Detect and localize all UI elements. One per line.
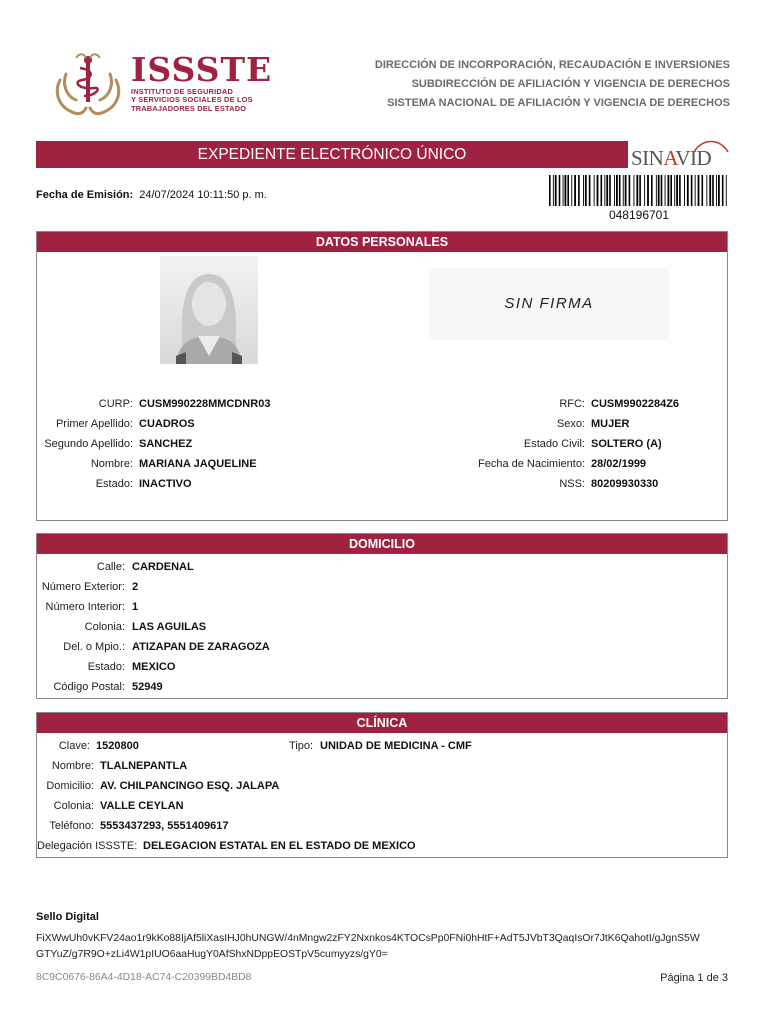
issste-emblem-icon [50,50,126,120]
barcode-bar [619,175,621,206]
field-label: RFC: [559,398,585,410]
field-value: MARIANA JAQUELINE [139,458,257,470]
logo-sub-line: INSTITUTO DE SEGURIDAD [131,87,233,96]
barcode-bar [665,175,666,206]
barcode-bar [676,175,678,206]
field-value: CUSM990228MMCDNR03 [139,398,271,410]
barcode-number: 048196701 [608,208,670,222]
field-value: AV. CHILPANCINGO ESQ. JALAPA [100,780,280,792]
barcode-bar [625,175,627,206]
logo-name: ISSSTE [131,50,273,89]
emission-date [36,189,267,201]
field-value: CUSM9902284Z6 [591,398,680,410]
field-value: CUADROS [139,418,195,430]
field-label: Clave: [58,740,90,752]
barcode-bar [585,175,587,206]
barcode-bar [559,175,561,206]
field-value: 2 [132,581,139,593]
barcode-bar [609,175,611,206]
barcode-bar [702,175,704,206]
barcode-bar [695,175,696,206]
barcode-bar [716,175,717,206]
field-label: Sexo: [556,418,585,430]
sinavid-logo [631,146,729,170]
barcode-bar [718,175,720,206]
barcode-bar [679,175,681,206]
barcode-bar [578,175,580,206]
field-label: Código Postal: [53,681,125,693]
field-value: ATIZAPAN DE ZARAGOZA [132,641,270,653]
field-value: 28/02/1999 [591,458,647,470]
section-title: DATOS PERSONALES [37,232,727,252]
section-title: CLÍNICA [37,713,727,733]
barcode-bar [565,175,567,206]
field-label: CURP: [98,398,133,410]
barcode-bar [604,175,605,206]
field-label: Teléfono: [49,820,94,832]
profile-photo-placeholder [160,256,258,364]
barcode-bar [623,175,624,206]
field-label: Tipo: [288,740,313,752]
field-label: Fecha de Nacimiento: [478,458,585,470]
barcode-bar [639,175,641,206]
field-label: Primer Apellido: [55,418,133,430]
barcode-bar [674,175,675,206]
header-line: SISTEMA NACIONAL DE AFILIACIÓN Y VIGENCIA DE DERECHOS [387,97,730,109]
barcode-bar [698,175,700,206]
barcode-bar [691,175,693,206]
barcode-bar [726,175,727,206]
barcode-bar [614,175,615,206]
field-value: CARDENAL [132,561,194,573]
barcode-bar [634,175,635,206]
section-personal-data [36,231,728,521]
sello-line: FiXWwUh0vKFV24ao1r9kKo88IjAf5liXasIHJ0hUNGW/4nMngw2zFY2Nxnkos4KTOCsPp0FNi0hHtF+AdT5JVbT3QaqIsOr7JtK6QahotI/gJgnS5W [36,933,700,944]
document-title: EXPEDIENTE ELECTRÓNICO ÚNICO [36,141,628,168]
field-value: 80209930330 [591,478,659,490]
field-value: 1 [132,601,139,613]
logo-sub-line: TRABAJADORES DEL ESTADO [131,103,247,113]
barcode-bar [574,175,576,206]
field-label: Segundo Apellido: [44,438,133,450]
signature-box: SIN FIRMA [429,268,669,340]
field-value: SOLTERO (A) [591,438,662,450]
barcode-bar [661,175,663,206]
barcode-bar [709,175,711,206]
barcode-bar [583,175,584,206]
barcode-bar [722,175,724,206]
field-label: Número Exterior: [41,581,125,593]
barcode-bar [706,175,707,206]
barcode-bar [567,175,569,206]
field-label: Número Interior: [45,601,125,613]
barcode-bar [555,175,557,206]
emission-value: 24/07/2024 10:11:50 p. m. [139,189,267,201]
sinavid-accent: A [663,146,676,170]
barcode-bar [616,175,618,206]
barcode-bar [597,175,599,206]
barcode-bar [684,175,685,206]
field-value: DELEGACION ESTATAL EN EL ESTADO DE MEXICO [143,840,416,852]
field-label: Nombre: [90,458,133,470]
document-id: 8C9C0676-86A4-4D18-AC74-C20399BD4BD8 [36,972,252,983]
emission-label: Fecha de Emisión: [36,189,134,201]
section-title: DOMICILIO [37,534,727,554]
field-value: MUJER [591,418,630,430]
section-clinica [36,712,728,858]
sinavid-pre: SIN [631,146,664,170]
barcode-bar [601,175,603,206]
sello-line: GTYuZ/g7R9O+zLi4W1pIUO6aaHugY0AfShxNDppEOSTpV5cumyyzs/gY0= [36,949,388,960]
field-value: UNIDAD DE MEDICINA - CMF [320,740,472,752]
barcode-bar [606,175,608,206]
barcode-bar [651,175,653,206]
field-label: NSS: [559,478,585,490]
barcode-bar [668,175,670,206]
field-label: Estado Civil: [523,438,585,450]
barcode-bar [629,175,631,206]
sello-digital-text [36,931,736,963]
barcode-bar [571,175,572,206]
field-value: INACTIVO [139,478,192,490]
field-label: Calle: [96,561,125,573]
barcode-bar [594,175,595,206]
barcode-bar [644,175,645,206]
header-directorate [375,56,730,113]
issste-logo [131,52,272,113]
barcode-bar [549,175,551,206]
barcode-bar [563,175,564,206]
field-label: Nombre: [51,760,94,772]
sello-digital-title: Sello Digital [36,911,99,923]
barcode-bar [670,175,672,206]
field-value: 1520800 [96,740,139,752]
barcode-bar [658,175,660,206]
logo-sub-line: Y SERVICIOS SOCIALES DE LOS [131,95,253,105]
barcode-bar [589,175,591,206]
barcode-bar [647,175,649,206]
barcode-bar [712,175,714,206]
field-label: Delegación ISSSTE: [37,840,138,852]
field-value: LAS AGUILAS [132,621,207,633]
field-label: Domicilio: [46,780,94,792]
sinavid-post: VID [675,146,712,170]
field-value: 52949 [132,681,163,693]
barcode-bar [553,175,554,206]
field-value: MEXICO [132,661,176,673]
field-label: Estado: [95,478,133,490]
field-value: 5553437293, 5551409617 [100,820,229,832]
header-line: SUBDIRECCIÓN DE AFILIACIÓN Y VIGENCIA DE DERECHOS [411,78,730,90]
field-label: Estado: [87,661,125,673]
section-domicilio [36,533,728,699]
page-number: Página 1 de 3 [660,972,728,984]
field-label: Colonia: [53,800,94,812]
field-value: VALLE CEYLAN [100,800,184,812]
header-line: DIRECCIÓN DE INCORPORACIÓN, RECAUDACIÓN E INVERSIONES [374,59,730,71]
field-value: SANCHEZ [139,438,193,450]
field-value: TLALNEPANTLA [100,760,188,772]
barcode [549,175,729,206]
field-label: Colonia: [84,621,125,633]
barcode-bar [636,175,638,206]
barcode-bar [656,175,657,206]
field-label: Del. o Mpio.: [63,641,125,653]
barcode-bar [687,175,689,206]
